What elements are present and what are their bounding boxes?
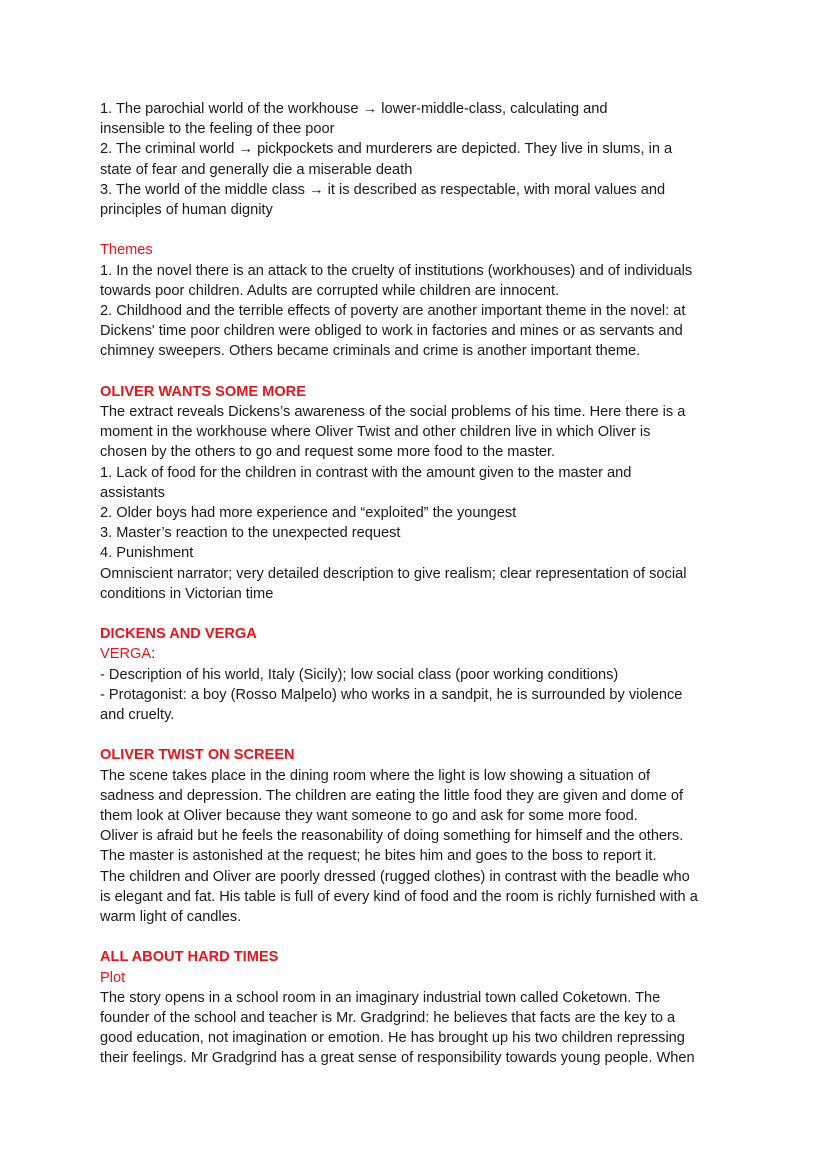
list-item: 1. The parochial world of the workhouse → lower-middle-class, calculating and bbox=[100, 101, 608, 117]
text-line: founder of the school and teacher is Mr. Gradgrind: he believes that facts are the key to a bbox=[100, 1010, 676, 1027]
dickens-verga-section bbox=[100, 624, 740, 725]
section-heading: OLIVER WANTS SOME MORE bbox=[100, 383, 306, 400]
text-line: The master is astonished at the request; he bites him and goes to the boss to report it. bbox=[100, 848, 657, 865]
text-line: Oliver is afraid but he feels the reasonability of doing something for himself and the others. bbox=[100, 828, 684, 845]
oliver-wants-more-section bbox=[100, 382, 740, 604]
text-line: conditions in Victorian time bbox=[100, 585, 274, 602]
text-line: 1. In the novel there is an attack to the cruelty of institutions (workhouses) and of individuals bbox=[100, 262, 693, 279]
list-item: 2. The criminal world → pickpockets and murderers are depicted. They live in slums, in a bbox=[100, 141, 673, 158]
section-heading: DICKENS AND VERGA bbox=[100, 626, 257, 643]
text-line: 3. Master’s reaction to the unexpected request bbox=[100, 525, 401, 542]
text-line: Dickens' time poor children were obliged to work in factories and mines or as servants and bbox=[100, 323, 683, 340]
text-line: their feelings. Mr Gradgrind has a great sense of responsibility towards young people. When bbox=[100, 1050, 695, 1067]
text-line: The story opens in a school room in an imaginary industrial town called Coketown. The bbox=[100, 989, 661, 1006]
text-line: and cruelty. bbox=[100, 707, 175, 724]
text-line: them look at Oliver because they want someone to go and ask for some more food. bbox=[100, 808, 638, 825]
list-item: 3. The world of the middle class → it is described as respectable, with moral values and bbox=[100, 181, 666, 198]
text-line: warm light of candles. bbox=[100, 909, 242, 926]
text-line: - Description of his world, Italy (Sicily); low social class (poor working conditions) bbox=[100, 666, 619, 683]
text-line: 1. Lack of food for the children in contrast with the amount given to the master and bbox=[100, 464, 632, 481]
themes-section bbox=[100, 240, 740, 361]
text-line: moment in the workhouse where Oliver Twist and other children live in which Oliver is bbox=[100, 424, 651, 441]
themes-subheading: Themes bbox=[100, 242, 153, 259]
verga-subheading: VERGA bbox=[100, 646, 152, 663]
worlds-list bbox=[100, 99, 740, 220]
list-item-continuation: insensible to the feeling of thee poor bbox=[100, 121, 335, 138]
text-line: Omniscient narrator; very detailed description to give realism; clear representation of social bbox=[100, 565, 687, 582]
paragraph-spacer bbox=[100, 220, 740, 240]
list-item-continuation: state of fear and generally die a miserable death bbox=[100, 161, 413, 178]
text-line: 4. Punishment bbox=[100, 545, 194, 562]
oliver-on-screen-section bbox=[100, 745, 740, 927]
text-line: sadness and depression. The children are eating the little food they are given and dome of bbox=[100, 787, 684, 804]
text-line: assistants bbox=[100, 484, 165, 501]
list-item-continuation: principles of human dignity bbox=[100, 202, 273, 219]
section-heading: ALL ABOUT HARD TIMES bbox=[100, 949, 279, 966]
section-heading: OLIVER TWIST ON SCREEN bbox=[100, 747, 295, 764]
text-line: good education, not imagination or emotion. He has brought up his two children repressing bbox=[100, 1030, 685, 1047]
text-line: towards poor children. Adults are corrupted while children are innocent. bbox=[100, 282, 560, 299]
text-line: chimney sweepers. Others became criminals and crime is another important theme. bbox=[100, 343, 641, 360]
paragraph-spacer bbox=[100, 362, 740, 382]
verga-subheading-colon: : bbox=[151, 646, 156, 663]
paragraph-spacer bbox=[100, 604, 740, 624]
paragraph-spacer bbox=[100, 725, 740, 745]
text-line: The extract reveals Dickens’s awareness of the social problems of his time. Here there is a bbox=[100, 404, 686, 421]
document-page bbox=[100, 99, 740, 1069]
text-line: The scene takes place in the dining room where the light is low showing a situation of bbox=[100, 767, 651, 784]
text-line: chosen by the others to go and request some more food to the master. bbox=[100, 444, 556, 461]
hard-times-section bbox=[100, 947, 740, 1068]
text-line: 2. Older boys had more experience and “exploited” the youngest bbox=[100, 505, 517, 522]
text-line: The children and Oliver are poorly dressed (rugged clothes) in contrast with the beadle who bbox=[100, 868, 690, 885]
text-line: 2. Childhood and the terrible effects of poverty are another important theme in the novel: at bbox=[100, 303, 686, 320]
verga-subheading-line bbox=[100, 644, 740, 664]
text-line: is elegant and fat. His table is full of every kind of food and the room is richly furnished with a bbox=[100, 888, 698, 905]
plot-subheading: Plot bbox=[100, 969, 126, 986]
text-line: - Protagonist: a boy (Rosso Malpelo) who works in a sandpit, he is surrounded by violence bbox=[100, 686, 683, 703]
paragraph-spacer bbox=[100, 927, 740, 947]
